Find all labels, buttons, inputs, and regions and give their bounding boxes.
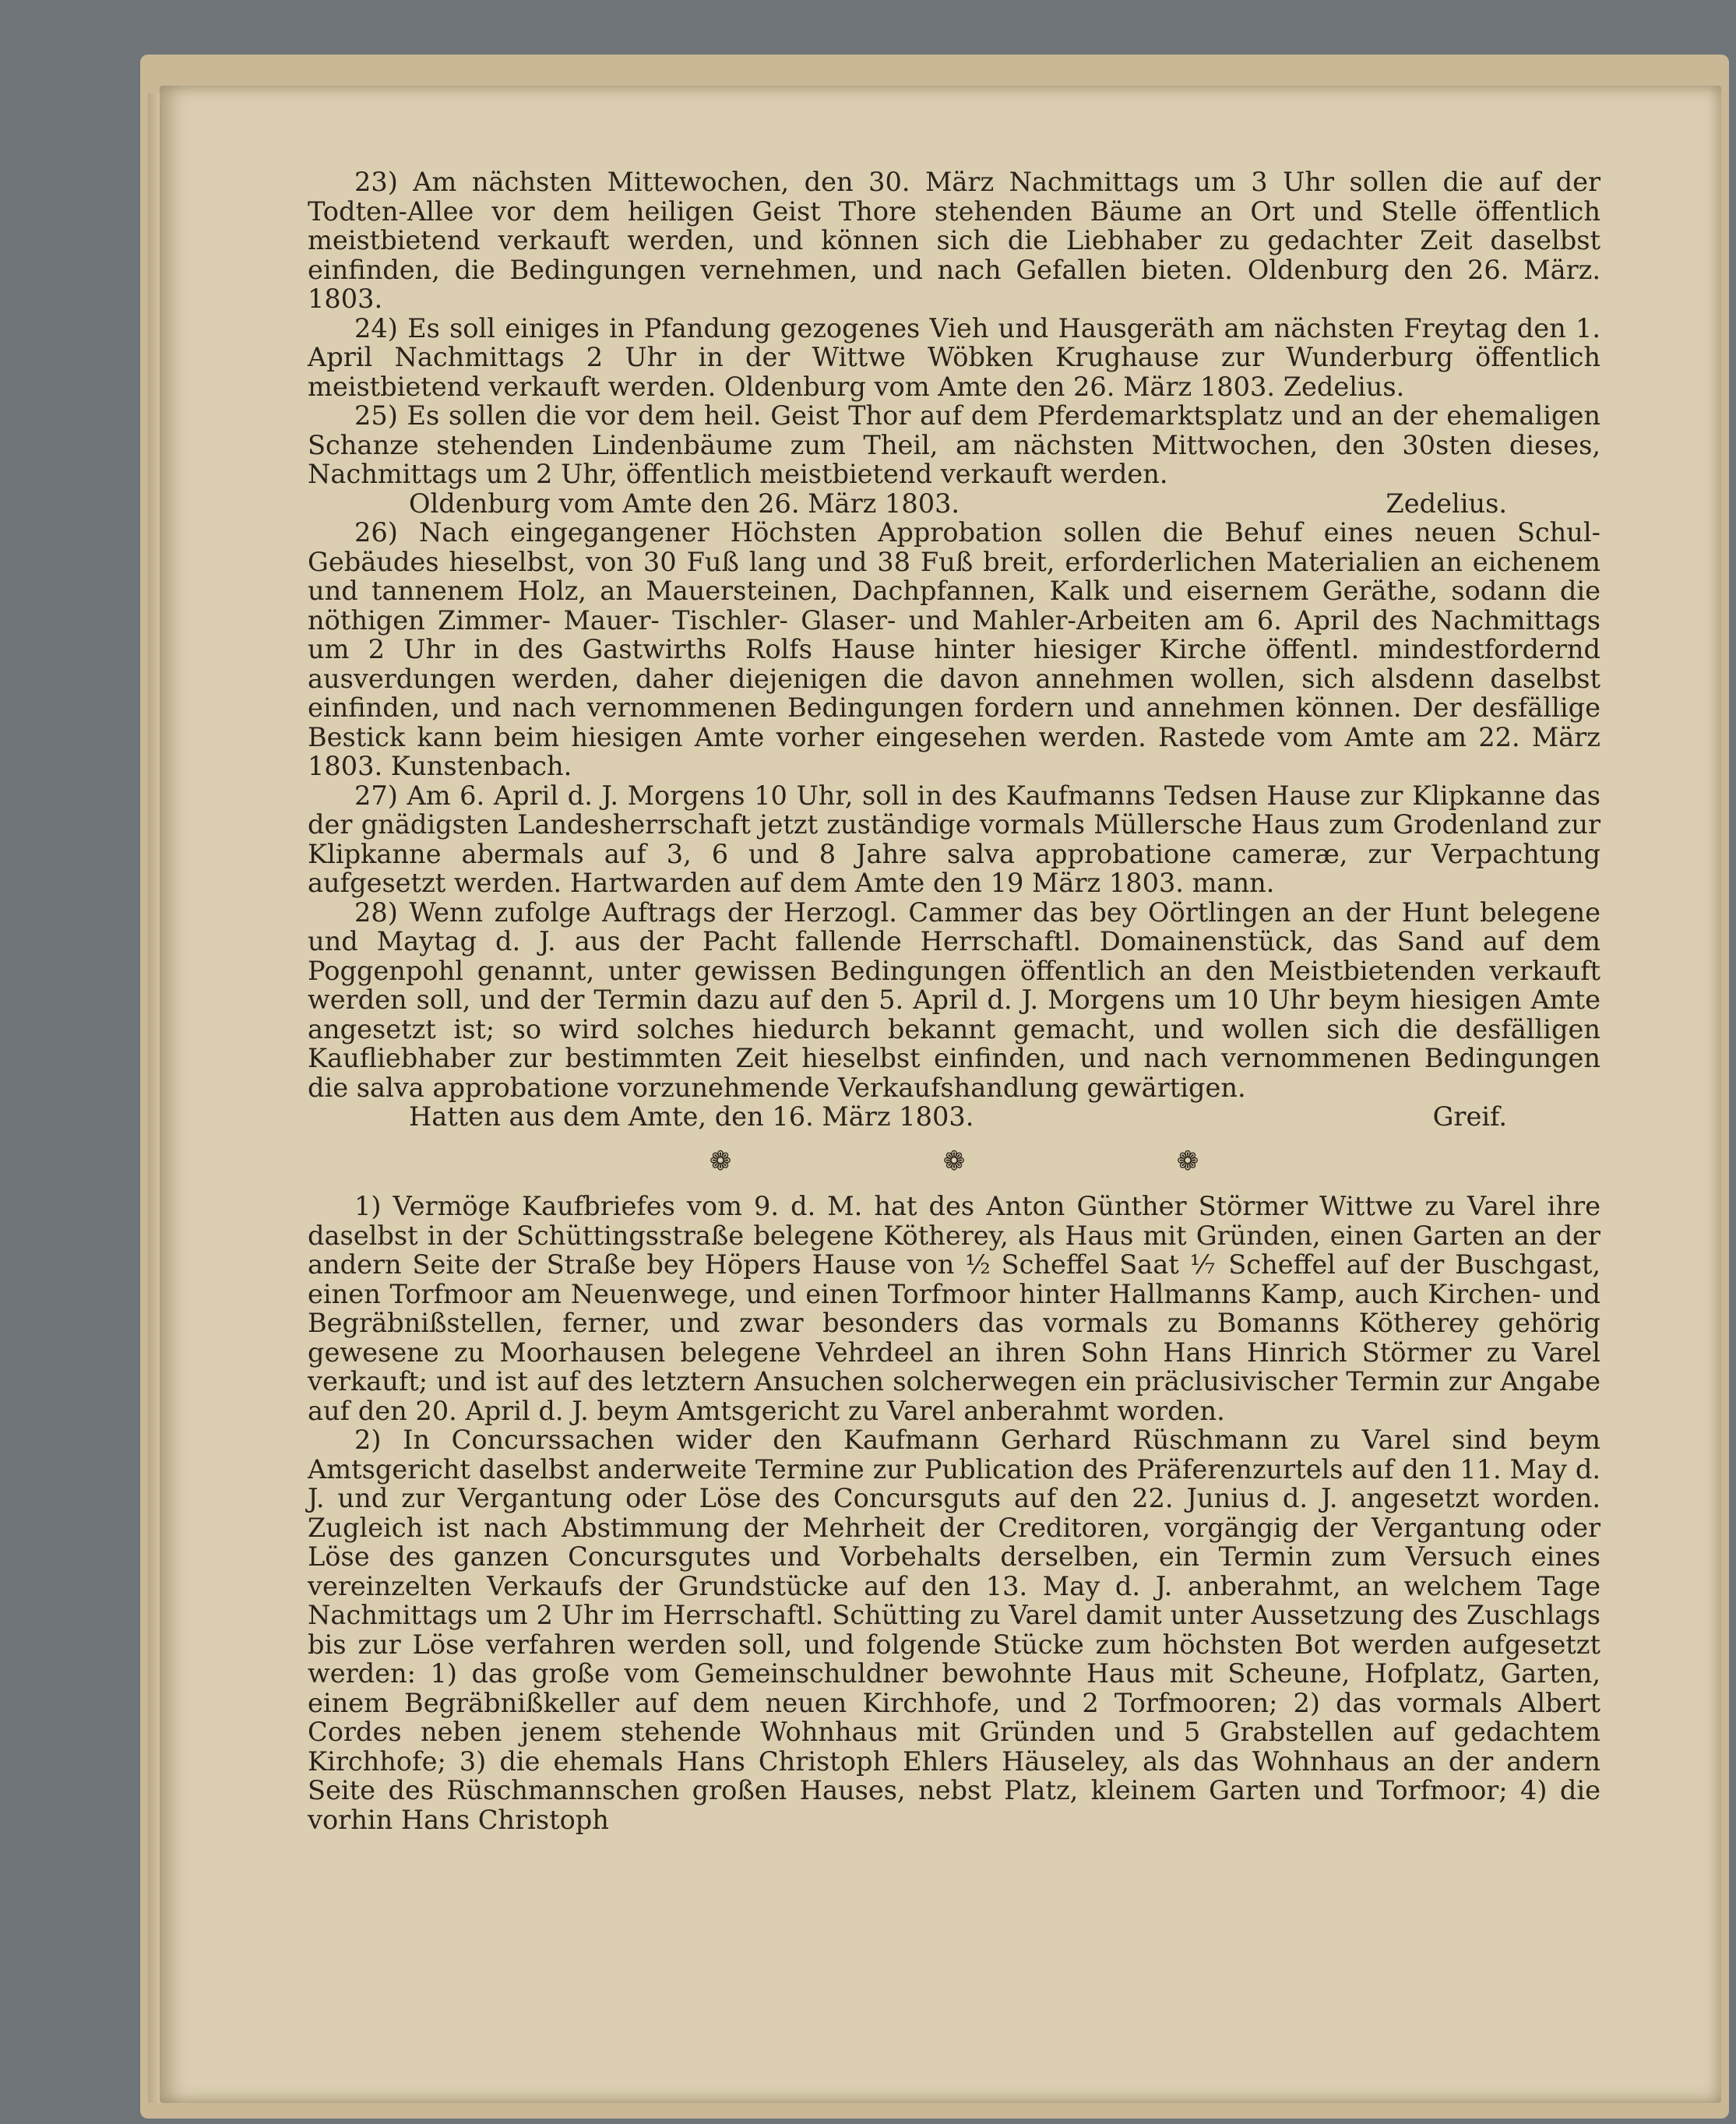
- notice-26: 26) Nach eingegangener Höchsten Approbation sollen die Behuf eines neuen Schul-Gebäudes hieselbst, von 30 Fuß lang und 38 Fuß breit, erforderlichen Materialien an eichenem und tannenem Holz, an Mauersteinen, Dachpfannen, Kalk und eisernem Geräthe, sodann die nöthigen Zimmer- Mauer- Tischler- Glaser- und Mahler-Arbeiten am 6. April des Nachmittags um 2 Uhr in des Gastwirths Rolfs Hause hinter hiesiger Kirche öffentl. mindestfordernd ausverdungen werden, daher diejenigen die davon annehmen wollen, sich alsdenn daselbst einfinden, und nach vernommenen Bedingungen fordern und annehmen können. Der desfällige Bestick kann beim hiesigen Amte vorher eingesehen werden. Rastede vom Amte am 22. März 1803. Kunstenbach.: [308, 517, 1600, 781]
- signature-name: Zedelius.: [1386, 488, 1507, 519]
- signature-place: Oldenburg vom Amte den 26. März 1803.: [409, 488, 960, 519]
- section-divider: [604, 1147, 1305, 1177]
- signature-name: Greif.: [1432, 1101, 1507, 1132]
- ornament-icon: ❁: [709, 1145, 732, 1177]
- document-text: [308, 167, 1600, 1834]
- notice-28: 28) Wenn zufolge Auftrags der Herzogl. Cammer das bey Oörtlingen an der Hunt belegene und Maytag d. J. aus der Pacht fallende Herrschaftl. Domainenstück, das Sand auf dem Poggenpohl genannt, unter gewissen Bedingungen öffentlich an den Meistbietenden verkauft werden soll, und der Termin dazu auf den 5. April d. J. Morgens um 10 Uhr beym hiesigen Amte angesetzt ist; so wird solches hiedurch bekannt gemacht, und wollen sich die desfälligen Kaufliebhaber zur bestimmten Zeit hieselbst einfinden, und nach vernommenen Bedingungen die salva approbatione vorzunehmende Verkaufshandlung gewärtigen.: [308, 896, 1600, 1103]
- notice-c1: 1) Vermöge Kaufbriefes vom 9. d. M. hat des Anton Günther Störmer Wittwe zu Varel ihre daselbst in der Schüttingsstraße belegene Kötherey, als Haus mit Gründen, einen Garten an der andern Seite der Straße bey Höpers Hause von ½ Scheffel Saat ⅐ Scheffel auf der Buschgast, einen Torfmoor am Neuenwege, und einen Torfmoor hinter Hallmanns Kamp, auch Kirchen- und Begräbnißstellen, ferner, und zwar besonders das vormals zu Bomanns Kötherey gehörig gewesene zu Moorhausen belegene Vehrdeel an ihren Sohn Hans Hinrich Störmer zu Varel verkauft; und ist auf des letztern Ansuchen solcherwegen ein präclusivischer Termin zur Angabe auf den 20. April d. J. beym Amtsgericht zu Varel anberahmt worden.: [308, 1191, 1600, 1426]
- signature-place: Hatten aus dem Amte, den 16. März 1803.: [409, 1101, 974, 1132]
- notice-28-signature: [308, 1102, 1600, 1132]
- notice-25: 25) Es sollen die vor dem heil. Geist Thor auf dem Pferdemarktsplatz und an der ehemaligen Schanze stehenden Lindenbäume zum Theil, am nächsten Mittwochen, den 30sten dieses, Nachmittags um 2 Uhr, öffentlich meistbietend verkauft werden.: [308, 400, 1600, 489]
- ornament-icon: ❁: [942, 1145, 966, 1177]
- notice-27: 27) Am 6. April d. J. Morgens 10 Uhr, soll in des Kaufmanns Tedsen Hause zur Klipkanne das der gnädigsten Landesherrschaft jetzt zuständige vormals Müllersche Haus zum Grodenland zur Klipkanne abermals auf 3, 6 und 8 Jahre salva approbatione cameræ, zur Verpachtung aufgesetzt werden. Hartwarden auf dem Amte den 19 März 1803. mann.: [308, 780, 1600, 898]
- notice-25-signature: [308, 489, 1600, 519]
- notice-24: 24) Es soll einiges in Pfandung gezogenes Vieh und Hausgeräth am nächsten Freytag den 1. April Nachmittags 2 Uhr in der Wittwe Wöbken Krughause zur Wunderburg öffentlich meistbietend verkauft werden. Oldenburg vom Amte den 26. März 1803. Zedelius.: [308, 312, 1600, 402]
- notice-23: 23) Am nächsten Mittewochen, den 30. März Nachmittags um 3 Uhr sollen die auf der Todten-Allee vor dem heiligen Geist Thore stehenden Bäume an Ort und Stelle öffentlich meistbietend verkauft werden, und können sich die Liebhaber zu gedachter Zeit daselbst einfinden, die Bedingungen vernehmen, und nach Gefallen bieten. Oldenburg den 26. März. 1803.: [308, 167, 1600, 314]
- ornament-icon: ❁: [1176, 1145, 1199, 1177]
- notice-c2: 2) In Concurssachen wider den Kaufmann Gerhard Rüschmann zu Varel sind beym Amtsgericht daselbst anderweite Termine zur Publication des Präferenzurtels auf den 11. May d. J. und zur Vergantung oder Löse des Concursguts auf den 22. Junius d. J. angesetzt worden. Zugleich ist nach Abstimmung der Mehrheit der Creditoren, vorgängig der Vergantung oder Löse des ganzen Concursgutes und Vorbehalts derselben, ein Termin zum Versuch eines vereinzelten Verkaufs der Grundstücke auf den 13. May d. J. anberahmt, an welchem Tage Nachmittags um 2 Uhr im Herrschaftl. Schütting zu Varel damit unter Aussetzung des Zuschlags bis zur Löse verfahren werden soll, und folgende Stücke zum höchsten Bot werden aufgesetzt werden: 1) das große vom Gemeinschuldner bewohnte Haus mit Scheune, Hofplatz, Garten, einem Begräbnißkeller auf dem neuen Kirchhofe, und 2 Torfmooren; 2) das vormals Albert Cordes neben jenem stehende Wohnhaus mit Gründen und 5 Grabstellen auf gedachtem Kirchhofe; 3) die ehemals Hans Christoph Ehlers Häuseley, als das Wohnhaus an der andern Seite des Rüschmannschen großen Hauses, nebst Platz, kleinem Garten und Torfmoor; 4) die vorhin Hans Christoph: [308, 1425, 1600, 1835]
